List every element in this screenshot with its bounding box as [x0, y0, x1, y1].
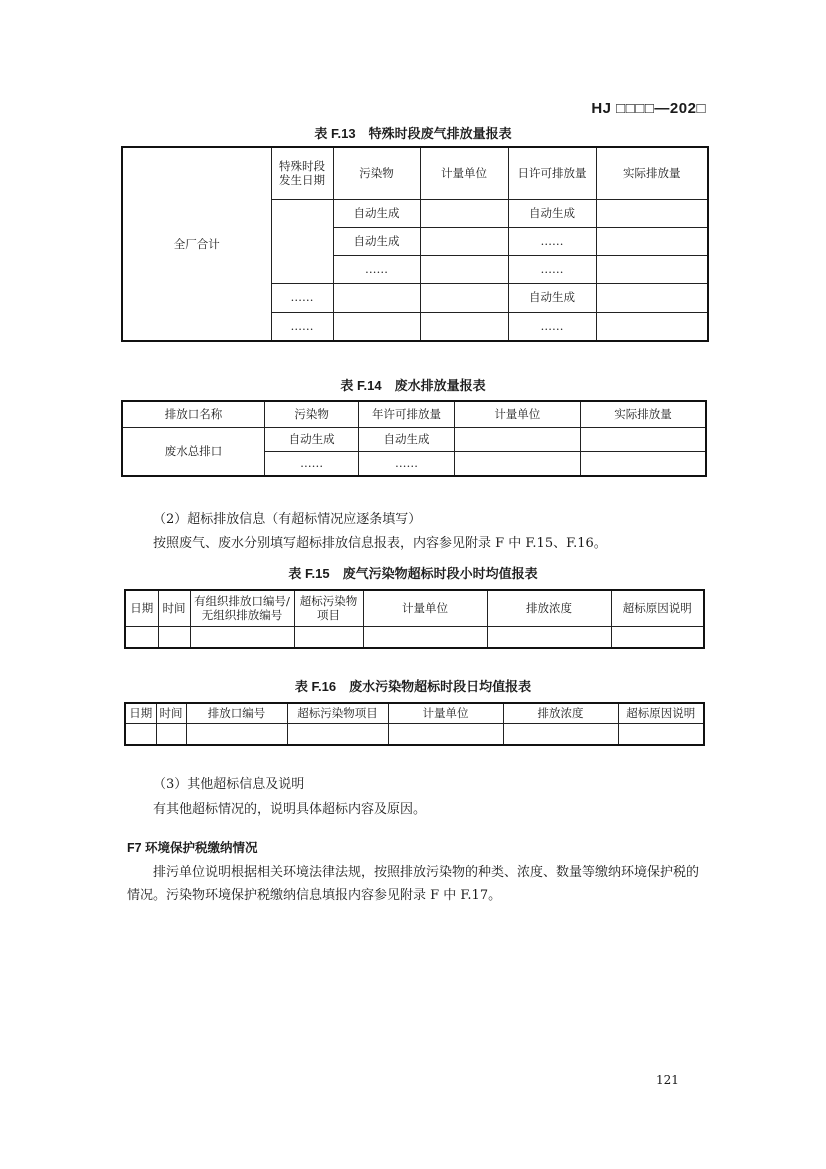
- cell-empty: [363, 626, 487, 648]
- header-unit: 计量单位: [363, 590, 487, 626]
- cell-pollutant: ……: [333, 255, 420, 283]
- exceed-text: 按照废气、废水分别填写超标排放信息报表，内容参见附录 F 中 F.15、F.16。: [153, 536, 607, 551]
- header-pollutant: 污染物: [333, 147, 420, 199]
- cell-empty: [125, 626, 158, 648]
- header-date: 日期: [125, 590, 158, 626]
- header-time: 时间: [158, 590, 190, 626]
- cell-daily-permit: ……: [508, 227, 596, 255]
- cell-empty: [503, 723, 618, 745]
- cell-empty: [156, 723, 186, 745]
- cell-actual: [596, 227, 708, 255]
- header-unit: 计量单位: [454, 401, 580, 427]
- header-unit: 计量单位: [388, 703, 503, 723]
- cell-empty: [186, 723, 287, 745]
- table-f14: [121, 400, 707, 477]
- table-f15: [124, 589, 705, 649]
- table-f15-caption: 表 F.15 废气污染物超标时段小时均值报表: [288, 566, 538, 581]
- cell-actual: [596, 312, 708, 341]
- cell-actual: [596, 283, 708, 312]
- group-label: 全厂合计: [122, 147, 271, 341]
- document-code: HJ □□□□—202□: [591, 100, 706, 117]
- header-reason: 超标原因说明: [618, 703, 704, 723]
- cell-unit: [454, 451, 580, 476]
- header-concentration: 排放浓度: [503, 703, 618, 723]
- header-annual-permit: 年许可排放量: [359, 401, 454, 427]
- cell-daily-permit: 自动生成: [508, 283, 596, 312]
- cell-pollutant: [333, 312, 420, 341]
- header-pollutant: 污染物: [264, 401, 358, 427]
- cell-empty: [190, 626, 294, 648]
- cell-pollutant: ……: [264, 451, 358, 476]
- header-concentration: 排放浓度: [487, 590, 611, 626]
- cell-unit: [420, 227, 508, 255]
- page-number: 121: [656, 1073, 679, 1087]
- header-reason: 超标原因说明: [611, 590, 704, 626]
- cell-daily-permit: ……: [508, 255, 596, 283]
- header-outlet-code: 排放口编号: [186, 703, 287, 723]
- cell-annual-permit: ……: [359, 451, 454, 476]
- section-f7-heading: F7 环境保护税缴纳情况: [127, 841, 258, 855]
- header-date: 日期: [125, 703, 156, 723]
- table-f13: [121, 146, 709, 342]
- cell-actual: [596, 199, 708, 227]
- cell-date: ……: [271, 283, 333, 312]
- cell-empty: [158, 626, 190, 648]
- cell-empty: [618, 723, 704, 745]
- cell-actual: [581, 451, 706, 476]
- cell-actual: [581, 427, 706, 451]
- cell-actual: [596, 255, 708, 283]
- table-f13-caption: 表 F.13 特殊时段废气排放量报表: [314, 126, 512, 141]
- header-time: 时间: [156, 703, 186, 723]
- cell-empty: [611, 626, 704, 648]
- cell-unit: [420, 312, 508, 341]
- cell-outlet: 废水总排口: [122, 427, 264, 476]
- table-f16-caption: 表 F.16 废水污染物超标时段日均值报表: [294, 679, 532, 694]
- cell-empty: [294, 626, 363, 648]
- header-actual: 实际排放量: [596, 147, 708, 199]
- header-outlet-code: 有组织排放口编号/无组织排放编号: [190, 590, 294, 626]
- cell-annual-permit: 自动生成: [359, 427, 454, 451]
- cell-pollutant: 自动生成: [333, 199, 420, 227]
- cell-pollutant: 自动生成: [333, 227, 420, 255]
- header-pollutant-item: 超标污染物项目: [287, 703, 388, 723]
- header-pollutant-item: 超标污染物项目: [294, 590, 363, 626]
- other-heading: （3）其他超标信息及说明: [153, 777, 305, 792]
- cell-unit: [420, 283, 508, 312]
- table-row: [122, 427, 706, 451]
- table-row: [125, 626, 704, 648]
- cell-date: [271, 199, 333, 283]
- cell-pollutant: 自动生成: [264, 427, 358, 451]
- table-f14-caption: 表 F.14 废水排放量报表: [340, 378, 486, 393]
- cell-pollutant: [333, 283, 420, 312]
- cell-empty: [388, 723, 503, 745]
- cell-daily-permit: 自动生成: [508, 199, 596, 227]
- cell-date: ……: [271, 312, 333, 341]
- header-date: 特殊时段发生日期: [271, 147, 333, 199]
- cell-empty: [125, 723, 156, 745]
- header-outlet: 排放口名称: [122, 401, 264, 427]
- table-row: [125, 723, 704, 745]
- cell-unit: [454, 427, 580, 451]
- cell-daily-permit: ……: [508, 312, 596, 341]
- cell-unit: [420, 255, 508, 283]
- section-f7-text: 排污单位说明根据相关环境法律法规，按照排放污染物的种类、浓度、数量等缴纳环境保护税的情况。污染物环境保护税缴纳信息填报内容参见附录 F 中 F.17。: [127, 865, 700, 903]
- header-actual: 实际排放量: [581, 401, 706, 427]
- header-unit: 计量单位: [420, 147, 508, 199]
- cell-empty: [487, 626, 611, 648]
- table-f16: [124, 702, 705, 746]
- header-daily-permit: 日许可排放量: [508, 147, 596, 199]
- other-text: 有其他超标情况的，说明具体超标内容及原因。: [153, 802, 427, 817]
- exceed-heading: （2）超标排放信息（有超标情况应逐条填写）: [153, 512, 422, 527]
- cell-unit: [420, 199, 508, 227]
- cell-empty: [287, 723, 388, 745]
